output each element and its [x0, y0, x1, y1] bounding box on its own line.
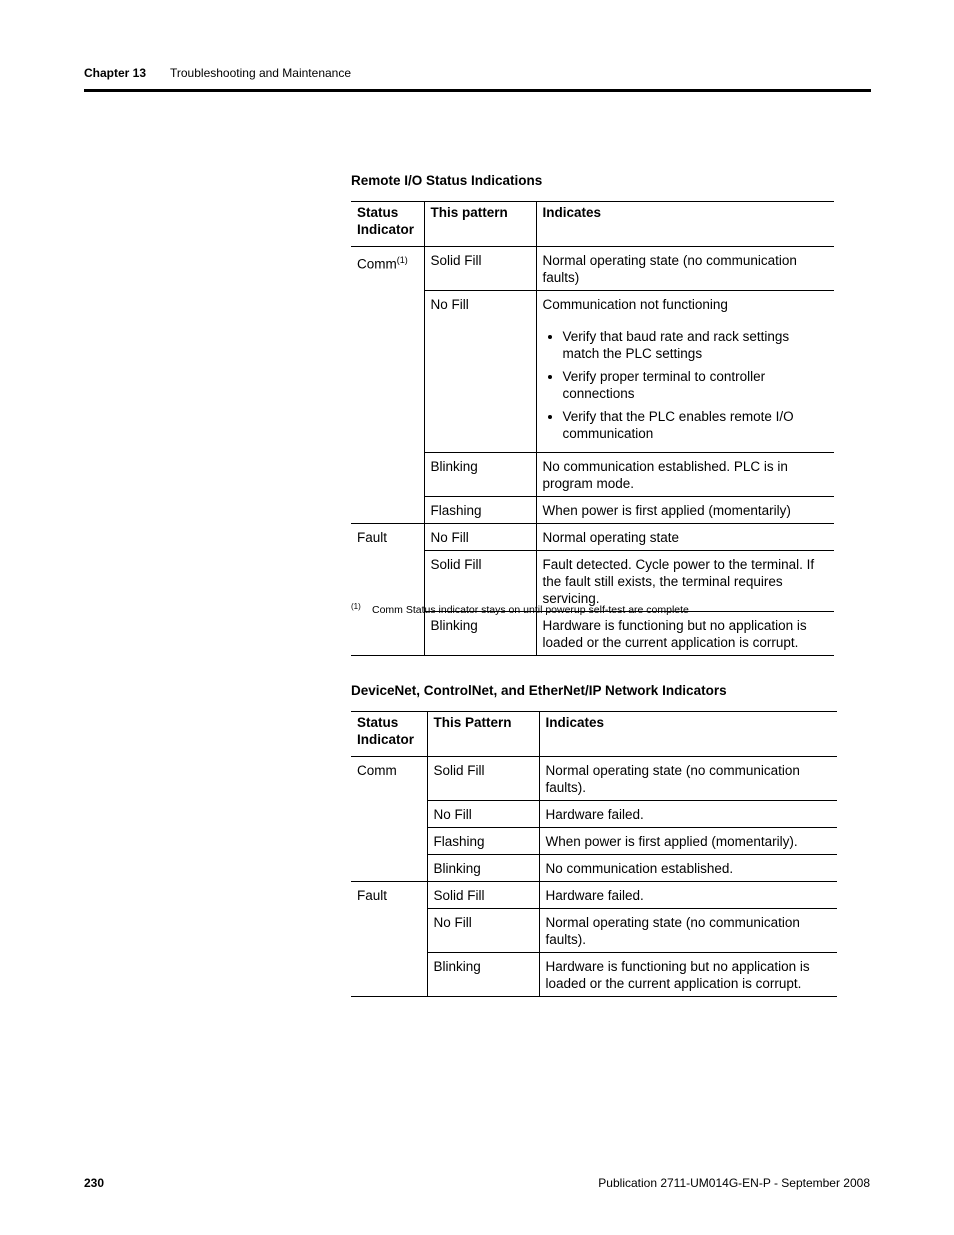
- section-title: Troubleshooting and Maintenance: [170, 66, 352, 80]
- list-item: • Verify that baud rate and rack settings match the PLC settings: [563, 328, 829, 362]
- pattern-cell: No Fill: [427, 909, 539, 953]
- table-row: [351, 291, 834, 453]
- table-row: [351, 497, 834, 524]
- table-header-row: [351, 712, 837, 757]
- table-row: [351, 801, 837, 828]
- header-pattern: This pattern: [424, 202, 536, 247]
- pattern-cell: Flashing: [424, 497, 536, 524]
- table-row: [351, 524, 834, 551]
- footnote-ref: (1): [396, 255, 408, 265]
- table-row: [351, 757, 837, 801]
- indicates-cell: Hardware is functioning but no application is loaded or the current application is corrupt.: [539, 953, 837, 997]
- pattern-cell: Blinking: [424, 612, 536, 656]
- indicates-cell: Fault detected. Cycle power to the terminal. If the fault still exists, the terminal requires servicing.: [536, 551, 834, 612]
- indicator-cell: Fault: [351, 882, 427, 909]
- indicates-cell: Hardware is functioning but no application is loaded or the current application is corrupt.: [536, 612, 834, 656]
- footnote-mark: (1): [351, 602, 361, 611]
- header-rule: [84, 89, 871, 92]
- table-header-row: [351, 202, 834, 247]
- pattern-cell: Solid Fill: [424, 551, 536, 612]
- pattern-cell: No Fill: [424, 291, 536, 453]
- page-number: 230: [84, 1176, 105, 1190]
- network-indicators-table: [351, 711, 837, 997]
- pattern-cell: Solid Fill: [424, 247, 536, 291]
- indicates-cell: Hardware failed.: [539, 882, 837, 909]
- pattern-cell: Solid Fill: [427, 757, 539, 801]
- table-row: [351, 909, 837, 953]
- table2-title: DeviceNet, ControlNet, and EtherNet/IP Network Indicators: [351, 683, 727, 698]
- header-indicates: Indicates: [536, 202, 834, 247]
- indicates-cell: No communication established.: [539, 855, 837, 882]
- table-row: [351, 453, 834, 497]
- header-indicates: Indicates: [539, 712, 837, 757]
- table1-title: Remote I/O Status Indications: [351, 173, 543, 188]
- remote-io-status-table: [351, 201, 834, 656]
- table-row: [351, 828, 837, 855]
- header-pattern: This Pattern: [427, 712, 539, 757]
- table-row: [351, 953, 837, 997]
- pattern-cell: Flashing: [427, 828, 539, 855]
- indicator-label: Comm: [357, 256, 397, 272]
- table-row: [351, 855, 837, 882]
- indicates-text: Communication not functioning: [542, 297, 728, 312]
- publication-info: Publication 2711-UM014G-EN-P - September 2008: [598, 1176, 870, 1190]
- table-row: [351, 612, 834, 656]
- indicates-cell: Normal operating state (no communication faults): [536, 247, 834, 291]
- pattern-cell: Solid Fill: [427, 882, 539, 909]
- list-item: • Verify proper terminal to controller connections: [563, 368, 829, 402]
- chapter-label: Chapter 13: [84, 66, 147, 80]
- indicator-cell: [351, 247, 424, 291]
- indicates-cell: Normal operating state (no communication faults).: [539, 909, 837, 953]
- header-status-indicator: Status Indicator: [357, 715, 415, 747]
- footnote-text: Comm Status indicator stays on until powerup self-test are complete: [372, 604, 689, 616]
- indicates-cell: Normal operating state (no communication faults).: [539, 757, 837, 801]
- indicator-cell: Comm: [357, 763, 397, 778]
- indicates-cell: Hardware failed.: [539, 801, 837, 828]
- pattern-cell: No Fill: [427, 801, 539, 828]
- header-status-indicator: Status Indicator: [357, 205, 415, 237]
- table-row: [351, 247, 834, 291]
- pattern-cell: Blinking: [427, 855, 539, 882]
- table-row: [351, 551, 834, 612]
- bullet-list: [543, 328, 829, 442]
- indicates-cell: [536, 291, 834, 453]
- indicates-cell: When power is first applied (momentarily).: [539, 828, 837, 855]
- pattern-cell: Blinking: [427, 953, 539, 997]
- indicates-cell: Normal operating state: [536, 524, 834, 551]
- indicates-cell: When power is first applied (momentarily): [536, 497, 834, 524]
- table-row: [351, 882, 837, 909]
- pattern-cell: Blinking: [424, 453, 536, 497]
- pattern-cell: No Fill: [424, 524, 536, 551]
- indicates-cell: No communication established. PLC is in program mode.: [536, 453, 834, 497]
- indicator-cell: Fault: [351, 524, 424, 551]
- list-item: • Verify that the PLC enables remote I/O communication: [563, 408, 829, 442]
